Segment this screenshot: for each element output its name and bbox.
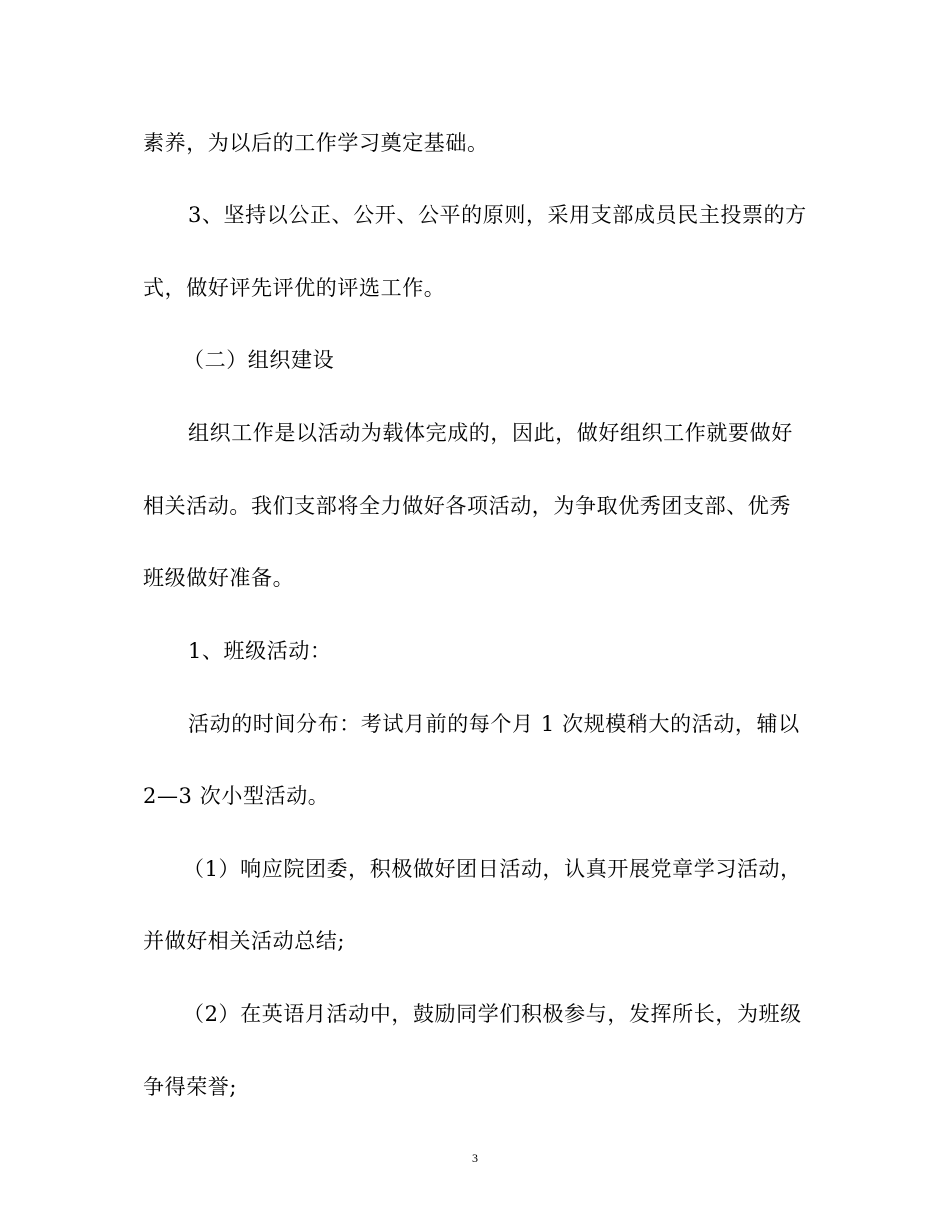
text-line: （1）响应院团委，积极做好团日活动，认真开展党章学习活动，: [183, 857, 802, 881]
text-line: 组织工作是以活动为载体完成的，因此，做好组织工作就要做好: [188, 421, 793, 445]
text-line: 1、班级活动：: [188, 639, 332, 663]
text-line: 相关活动。我们支部将全力做好各项活动，为争取优秀团支部、优秀: [143, 494, 791, 518]
text-line: 争得荣誉;: [143, 1075, 238, 1099]
text-line: 式，做好评先评优的评选工作。: [143, 276, 446, 300]
page-number: 3: [472, 1151, 478, 1165]
section-heading: （二）组织建设: [183, 348, 335, 372]
text-line: 班级做好准备。: [143, 566, 295, 590]
text-line: 并做好相关活动总结;: [143, 929, 346, 953]
text-line: 2—3 次小型活动。: [143, 784, 330, 808]
text-line: 3、坚持以公正、公开、公平的原则，采用支部成员民主投票的方: [188, 203, 807, 227]
text-line: 活动的时间分布：考试月前的每个月 1 次规模稍大的活动，辅以: [188, 712, 800, 736]
text-line: （2）在英语月活动中，鼓励同学们积极参与，发挥所长，为班级: [183, 1002, 802, 1026]
text-line: 素养，为以后的工作学习奠定基础。: [143, 131, 489, 155]
